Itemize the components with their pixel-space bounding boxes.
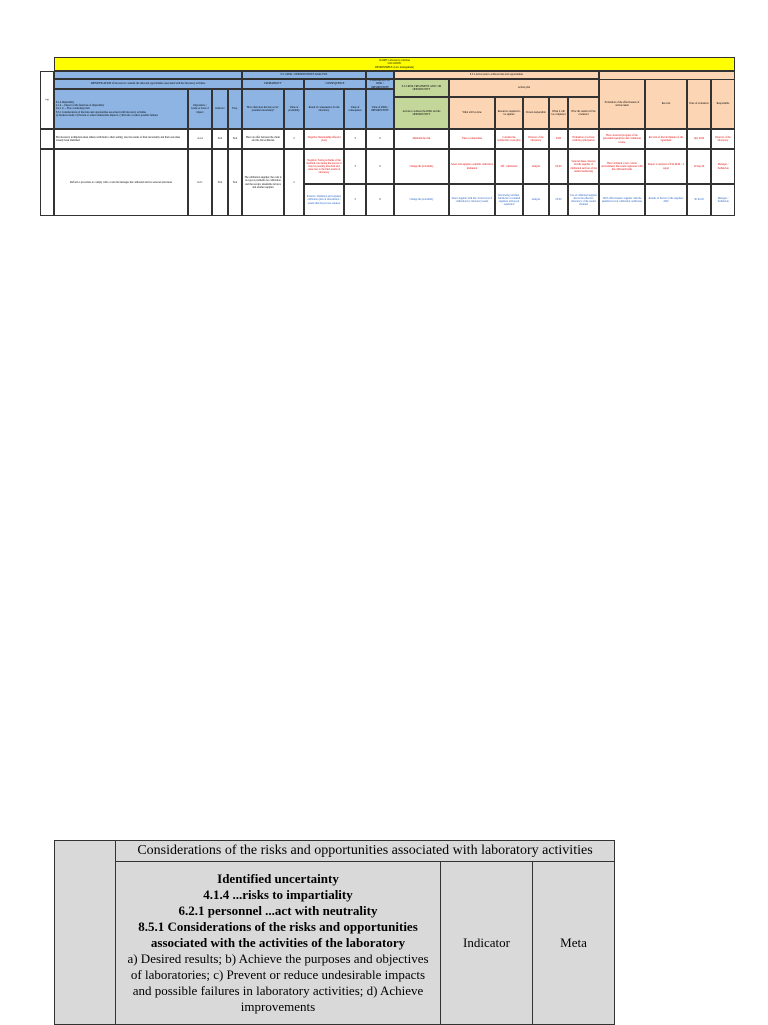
header-evaluation: EVALUATION OF RISK / OPPORTUNITY [366, 79, 394, 89]
zoom-main-desc: a) Desired results; b) Achieve the purposes and objectives of laboratories; c) Prevent or reduce undesirable impacts and possible failures in laboratory activities; d) Achieve improvements [127, 951, 429, 1014]
header-date: When it will be completed [549, 97, 568, 129]
row1-indicator: N/A [212, 129, 228, 149]
row-stub [40, 129, 54, 149]
header-value-consequence: Value of consequence [344, 89, 366, 129]
row2a-how: Selected meet criterion and the supplier of calibration services of the results monitoring [568, 149, 599, 184]
row2b-date: 02/20 [549, 184, 568, 216]
header-value-rpo: Value of RISK / OPPORTUNITY [366, 89, 394, 129]
row1-records: Records of the lab minutes of the agreement [645, 129, 687, 149]
header-blank-2 [366, 71, 394, 79]
header-blank [54, 71, 242, 79]
row2-uncertainty: Perform a procedure to comply with a code that manages the calibrated devices selected structures [54, 149, 188, 216]
row2a-value-rpo: 6 [366, 149, 394, 184]
row2b-eval-eff: 100% effectiveness: supplier with the suitable level of calibration certificates [599, 184, 645, 216]
zoom-blank-left-cell [55, 841, 116, 1025]
row2b-date-eval: 30 Jul 20 [687, 184, 711, 216]
zoom-main-line: 4.1.4 ...risks to impartiality [203, 887, 353, 902]
zoom-header: Considerations of the risks and opportunities associated with laboratory activities [116, 841, 615, 862]
row2a-what: Select and supplier a suitable calibration institution [449, 149, 495, 184]
header-resp-eval: Responsible [711, 79, 735, 129]
row2b-responsible: analysis [523, 184, 549, 216]
row2b-what: Select supplier with the correct level of calibration for laboratory needs [449, 184, 495, 216]
row1-value-rpo: 6 [366, 129, 394, 149]
header-risk-opp-analysis: 8.5.1 RISK / OPPORTUNITIES ANALYSIS [242, 71, 366, 79]
row2b-resp-eval: Manager / Technician [711, 184, 735, 216]
zoom-main-line: Identified uncertainty [217, 871, 339, 886]
row1-eval-eff: Have observed progress of the personnel/operations and continuous review [599, 129, 645, 149]
row2a-value-cons: 3 [344, 149, 366, 184]
row2b-value-cons: 3 [344, 184, 366, 216]
header-prob-desc: How often does the risk occur / potential uncertainty? [242, 89, 284, 129]
row2a-consequence: Negative: Some problems of the standard, but during the process it may be possibly unsolved and cause loss to the final results of laboratory [304, 149, 344, 184]
row1-importance: 4.1.4 [188, 129, 212, 149]
zoomed-header-table [54, 840, 615, 1025]
header-risk-treatment: 8.5.2 RISK TREATMENT AND / OR OPPORTUNITY [394, 79, 449, 97]
header-eval-eff: Evaluation of the effectiveness of actions taken [599, 79, 645, 129]
risk-spreadsheet [40, 57, 736, 216]
row1-treatment: Maintain the risk [394, 129, 449, 149]
row1-value-cons: 3 [344, 129, 366, 149]
zoom-main-line: 6.2.1 personnel ...act with neutrality [178, 903, 378, 918]
header-actions-treat: Actions to address the RISK and the OPPORTUNITY [394, 97, 449, 129]
header-probability: PROBABILITY [242, 79, 304, 89]
row2-meta: N/A [228, 149, 242, 216]
row2b-consequence: Positive: Validation and registers calibration plan of information / results that the process requires [304, 184, 344, 216]
row1-uncertainty: Be laboratory technicians must adhere with them to their setting; also the results of their uncertainty and their outcomes already been identified [54, 129, 188, 149]
row2-indicator: N/A [212, 149, 228, 216]
zoom-meta: Meta [533, 862, 615, 1025]
row2b-records: Results of the list of the suppliers 2020 [645, 184, 687, 216]
header-importance: Importance / Grade or level of impact [188, 89, 212, 129]
row2b-resources: Reviewing certified, NATA/ilac accredited suppliers with good reputation [495, 184, 523, 216]
row1-consequence: Negative: Relationship affected (loss) [304, 129, 344, 149]
header-date-eval: Date of evaluation [687, 79, 711, 129]
row1-value-prob: 2 [284, 129, 304, 149]
row2a-resp-eval: Manager / Technician [711, 149, 735, 184]
row2-prob-desc: The calibration supplier, the code is not good, problems for calibration and the receipt, unsuitable devices and another supplier [242, 149, 284, 216]
header-what: What will be done [449, 97, 495, 129]
header-consequence: CONSEQUENCE [304, 79, 366, 89]
row2a-date: 02/20 [549, 149, 568, 184]
row2-importance: 6.2.1 [188, 149, 212, 216]
header-action-plan-group: 8.5.2 Action plan to address risks and opportunities [394, 71, 599, 79]
header-identification: IDENTIFICATION of the need to consider the risks and opportunities associated with the laboratory activities [54, 79, 242, 89]
sheet-title-line: RESPONSIBLE: (Lab. management) [375, 65, 414, 69]
row2a-records: Report to analysis of E.R.M.M. / 2 report [645, 149, 687, 184]
header-freq: Freq. [228, 89, 242, 129]
header-value-prob: Value of probability [284, 89, 304, 129]
zoom-identified-uncertainty [116, 862, 441, 1025]
row1-resources: Consider the technician's work plan [495, 129, 523, 149]
sheet-title [54, 57, 735, 71]
row2b-how: Use of calibrated supplier shows the effective laboratory of the results obtained [568, 184, 599, 216]
header-action-plan: Action plan [449, 79, 599, 97]
header-identified-uncertainty: 8.1.4 Impartiality 4.1.4 ... Impact of the functions of impartiality 6.2.1 to ... Free conducting trials 8.5.1 Considerations of the risks and opportunities associated with laboratory activities a) Desired results; b) Prevent or reduce undesirable impacts; c) Prevent or reduce possible failures [54, 89, 188, 129]
row2-value-prob: 2 [284, 149, 304, 216]
row2a-date-eval: 30 Sep 20 [687, 149, 711, 184]
header-resources: Resources required to be applied [495, 97, 523, 129]
sheet-title-line: LOCATION: [387, 62, 402, 66]
header-indicator: Indicator [212, 89, 228, 129]
header-records: Records [645, 79, 687, 129]
row2a-treatment: Change the probability [394, 149, 449, 184]
row-stub [40, 149, 54, 216]
header-responsible: Person responsible [523, 97, 549, 129]
header-result-consequence: Result of consequence for the laboratory [304, 89, 344, 129]
row2a-eval-eff: Have obtained a new control environment; the results registered with the calibrated items [599, 149, 645, 184]
row2b-treatment: Change the probability [394, 184, 449, 216]
row1-what: Take a compromise [449, 129, 495, 149]
row-marker-cell: ↪ [40, 71, 54, 129]
row1-resp-eval: Director of the laboratory [711, 129, 735, 149]
header-how: How the results will be evaluated [568, 97, 599, 129]
row2a-responsible: analysis [523, 149, 549, 184]
row1-responsible: Director of the laboratory [523, 129, 549, 149]
row1-prob-desc: Have an offer between the client and the lab technician [242, 129, 284, 149]
row1-date-eval: July 2020 [687, 129, 711, 149]
row1-meta: N/A [228, 129, 242, 149]
zoom-main-line: 8.5.1 Considerations of the risks and opportunities associated with the activities of the laboratory [138, 919, 418, 950]
sheet-title-line: SCOPE: Laboratory activities [379, 59, 410, 63]
row1-date: 2020 [549, 129, 568, 149]
zoom-indicator: Indicator [441, 862, 533, 1025]
row2a-resources: Off / calibration [495, 149, 523, 184]
row2b-value-rpo: 6 [366, 184, 394, 216]
row1-how: Evaluation of actions with the participation [568, 129, 599, 149]
